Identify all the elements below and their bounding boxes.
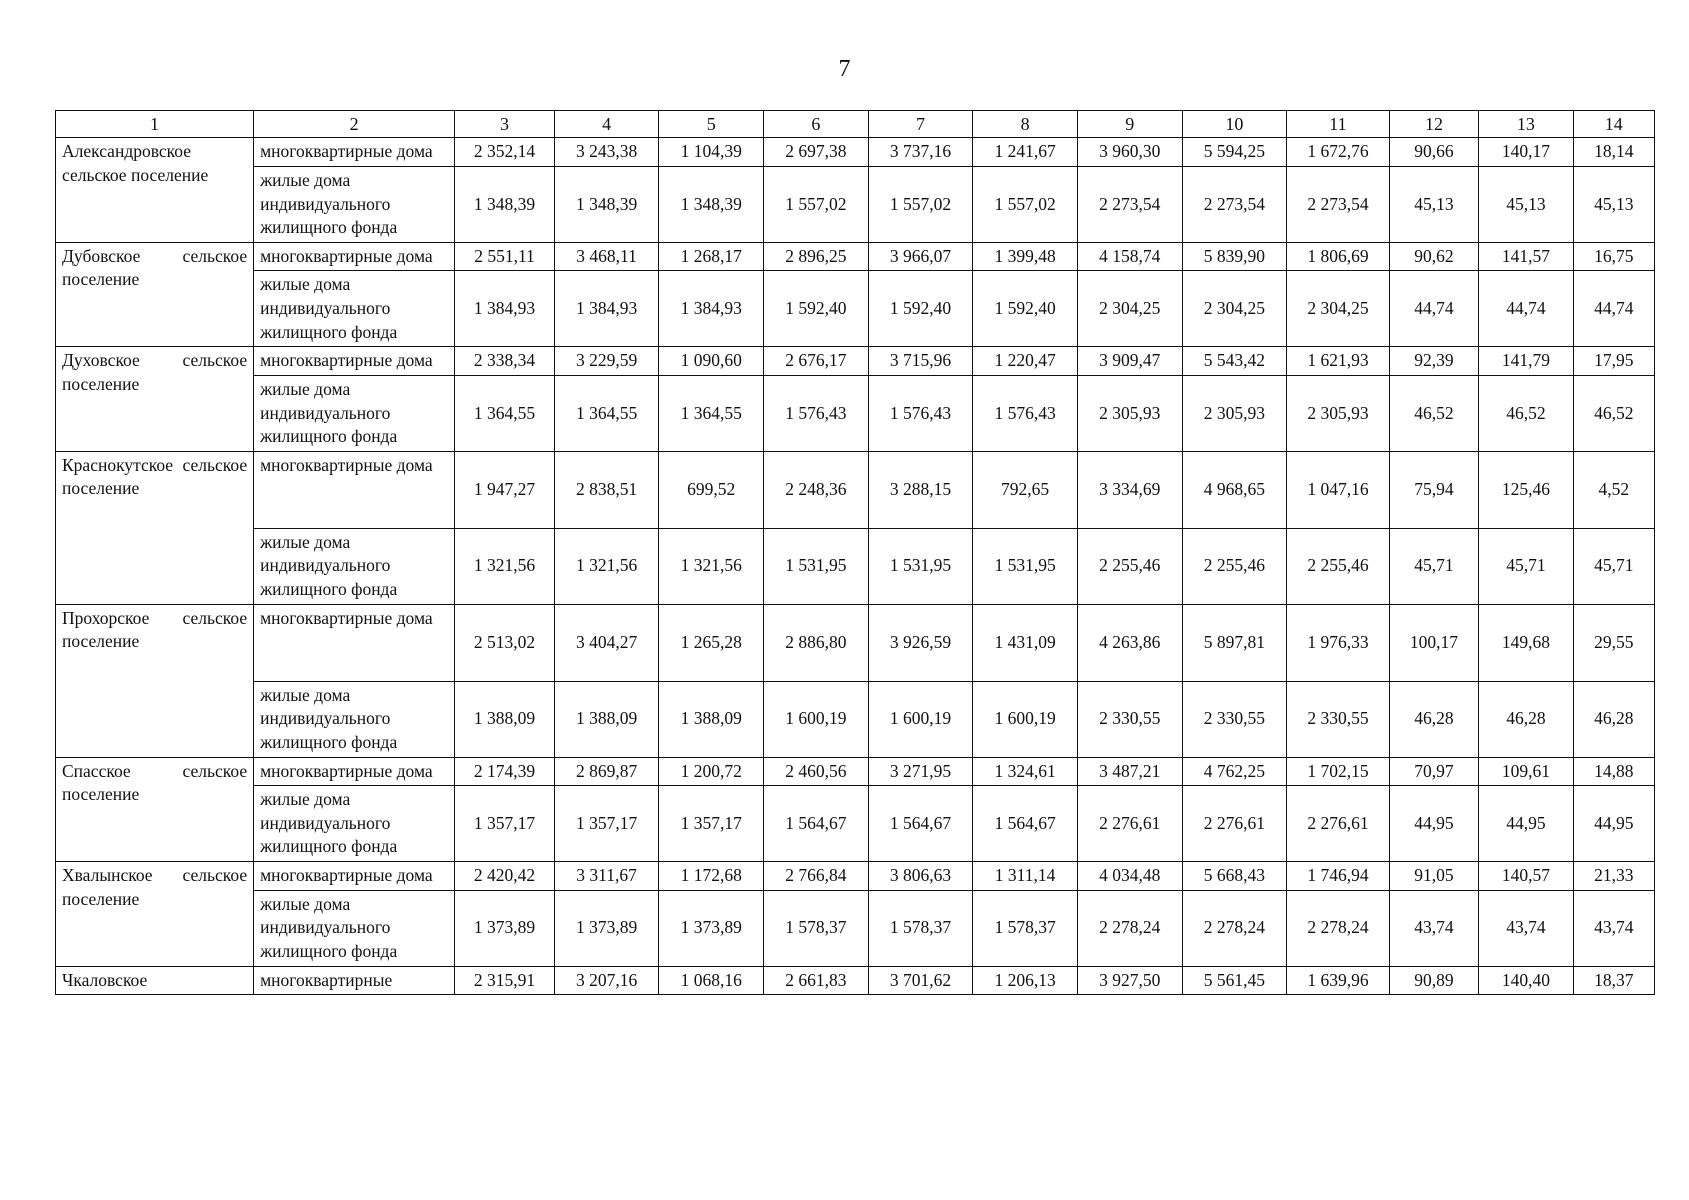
value-cell: 2 460,56	[764, 757, 869, 786]
column-header: 8	[973, 111, 1078, 138]
value-cell: 1 578,37	[973, 890, 1078, 966]
value-cell: 46,52	[1479, 375, 1573, 451]
settlement-name: Спасское сельское поселение	[56, 757, 254, 862]
column-header: 9	[1077, 111, 1182, 138]
value-cell: 1 557,02	[764, 166, 869, 242]
value-cell: 2 174,39	[455, 757, 555, 786]
value-cell: 44,74	[1573, 271, 1654, 347]
value-cell: 1 384,93	[659, 271, 764, 347]
value-cell: 1 399,48	[973, 242, 1078, 271]
value-cell: 1 068,16	[659, 966, 764, 995]
housing-type: многоквартирные дома	[254, 138, 455, 167]
header-row	[56, 111, 1655, 138]
value-cell: 70,97	[1389, 757, 1478, 786]
value-cell: 1 578,37	[868, 890, 973, 966]
value-cell: 2 255,46	[1077, 528, 1182, 604]
table-row	[56, 786, 1655, 862]
value-cell: 3 927,50	[1077, 966, 1182, 995]
value-cell: 3 271,95	[868, 757, 973, 786]
value-cell: 2 248,36	[764, 451, 869, 528]
value-cell: 5 561,45	[1182, 966, 1287, 995]
table-row	[56, 604, 1655, 681]
value-cell: 4 158,74	[1077, 242, 1182, 271]
value-cell: 4 263,86	[1077, 604, 1182, 681]
value-cell: 1 357,17	[455, 786, 555, 862]
value-cell: 2 276,61	[1287, 786, 1390, 862]
value-cell: 90,62	[1389, 242, 1478, 271]
value-cell: 44,95	[1389, 786, 1478, 862]
column-header: 12	[1389, 111, 1478, 138]
table-row	[56, 166, 1655, 242]
column-header: 11	[1287, 111, 1390, 138]
value-cell: 1 090,60	[659, 347, 764, 376]
column-header: 3	[455, 111, 555, 138]
value-cell: 1 348,39	[455, 166, 555, 242]
value-cell: 4,52	[1573, 451, 1654, 528]
value-cell: 1 200,72	[659, 757, 764, 786]
value-cell: 1 104,39	[659, 138, 764, 167]
housing-type: жилые дома индивидуального жилищного фонда	[254, 528, 455, 604]
value-cell: 1 348,39	[659, 166, 764, 242]
value-cell: 2 676,17	[764, 347, 869, 376]
housing-type: жилые дома индивидуального жилищного фонда	[254, 375, 455, 451]
value-cell: 5 839,90	[1182, 242, 1287, 271]
value-cell: 2 273,54	[1287, 166, 1390, 242]
value-cell: 18,37	[1573, 966, 1654, 995]
value-cell: 1 388,09	[554, 681, 659, 757]
housing-type: жилые дома индивидуального жилищного фонда	[254, 890, 455, 966]
value-cell: 2 697,38	[764, 138, 869, 167]
value-cell: 149,68	[1479, 604, 1573, 681]
value-cell: 2 304,25	[1287, 271, 1390, 347]
value-cell: 1 357,17	[554, 786, 659, 862]
value-cell: 1 265,28	[659, 604, 764, 681]
value-cell: 2 273,54	[1077, 166, 1182, 242]
value-cell: 3 960,30	[1077, 138, 1182, 167]
value-cell: 3 404,27	[554, 604, 659, 681]
value-cell: 1 531,95	[868, 528, 973, 604]
value-cell: 2 255,46	[1182, 528, 1287, 604]
value-cell: 45,71	[1389, 528, 1478, 604]
value-cell: 3 701,62	[868, 966, 973, 995]
value-cell: 100,17	[1389, 604, 1478, 681]
value-cell: 3 487,21	[1077, 757, 1182, 786]
value-cell: 3 311,67	[554, 862, 659, 891]
value-cell: 45,13	[1479, 166, 1573, 242]
value-cell: 44,95	[1479, 786, 1573, 862]
table-row	[56, 242, 1655, 271]
value-cell: 3 806,63	[868, 862, 973, 891]
table-row	[56, 528, 1655, 604]
value-cell: 1 600,19	[764, 681, 869, 757]
value-cell: 45,13	[1389, 166, 1478, 242]
value-cell: 2 304,25	[1182, 271, 1287, 347]
value-cell: 2 661,83	[764, 966, 869, 995]
value-cell: 3 909,47	[1077, 347, 1182, 376]
value-cell: 2 330,55	[1287, 681, 1390, 757]
settlement-name: Александровское сельское поселение	[56, 138, 254, 243]
value-cell: 14,88	[1573, 757, 1654, 786]
value-cell: 1 172,68	[659, 862, 764, 891]
value-cell: 21,33	[1573, 862, 1654, 891]
column-header: 4	[554, 111, 659, 138]
value-cell: 1 388,09	[659, 681, 764, 757]
value-cell: 1 384,93	[455, 271, 555, 347]
value-cell: 44,74	[1479, 271, 1573, 347]
value-cell: 1 431,09	[973, 604, 1078, 681]
value-cell: 3 207,16	[554, 966, 659, 995]
value-cell: 2 276,61	[1182, 786, 1287, 862]
value-cell: 1 047,16	[1287, 451, 1390, 528]
settlement-name: Краснокутское сельское поселение	[56, 451, 254, 604]
housing-type: жилые дома индивидуального жилищного фонда	[254, 786, 455, 862]
value-cell: 46,28	[1479, 681, 1573, 757]
value-cell: 1 702,15	[1287, 757, 1390, 786]
settlement-name: Прохорское сельское поселение	[56, 604, 254, 757]
value-cell: 109,61	[1479, 757, 1573, 786]
value-cell: 2 305,93	[1077, 375, 1182, 451]
value-cell: 5 543,42	[1182, 347, 1287, 376]
value-cell: 3 468,11	[554, 242, 659, 271]
value-cell: 3 715,96	[868, 347, 973, 376]
settlement-name: Чкаловское	[56, 966, 254, 995]
value-cell: 1 373,89	[659, 890, 764, 966]
column-header: 10	[1182, 111, 1287, 138]
value-cell: 3 334,69	[1077, 451, 1182, 528]
column-header: 7	[868, 111, 973, 138]
value-cell: 1 592,40	[764, 271, 869, 347]
value-cell: 1 557,02	[868, 166, 973, 242]
value-cell: 141,57	[1479, 242, 1573, 271]
table-row	[56, 375, 1655, 451]
value-cell: 125,46	[1479, 451, 1573, 528]
column-header: 14	[1573, 111, 1654, 138]
value-cell: 1 321,56	[455, 528, 555, 604]
value-cell: 4 968,65	[1182, 451, 1287, 528]
value-cell: 2 766,84	[764, 862, 869, 891]
value-cell: 1 592,40	[973, 271, 1078, 347]
table-row	[56, 347, 1655, 376]
value-cell: 2 315,91	[455, 966, 555, 995]
value-cell: 44,95	[1573, 786, 1654, 862]
column-header: 13	[1479, 111, 1573, 138]
value-cell: 3 288,15	[868, 451, 973, 528]
value-cell: 2 278,24	[1077, 890, 1182, 966]
value-cell: 1 746,94	[1287, 862, 1390, 891]
value-cell: 1 311,14	[973, 862, 1078, 891]
value-cell: 140,57	[1479, 862, 1573, 891]
value-cell: 2 273,54	[1182, 166, 1287, 242]
value-cell: 1 947,27	[455, 451, 555, 528]
value-cell: 2 869,87	[554, 757, 659, 786]
value-cell: 1 373,89	[455, 890, 555, 966]
table-row	[56, 138, 1655, 167]
value-cell: 92,39	[1389, 347, 1478, 376]
value-cell: 1 639,96	[1287, 966, 1390, 995]
value-cell: 17,95	[1573, 347, 1654, 376]
value-cell: 2 551,11	[455, 242, 555, 271]
column-header: 2	[254, 111, 455, 138]
value-cell: 43,74	[1573, 890, 1654, 966]
value-cell: 3 737,16	[868, 138, 973, 167]
value-cell: 2 330,55	[1077, 681, 1182, 757]
value-cell: 2 278,24	[1287, 890, 1390, 966]
value-cell: 1 241,67	[973, 138, 1078, 167]
value-cell: 1 806,69	[1287, 242, 1390, 271]
table-row	[56, 757, 1655, 786]
housing-type: многоквартирные дома	[254, 604, 455, 681]
page-number: 7	[838, 56, 851, 82]
value-cell: 5 897,81	[1182, 604, 1287, 681]
value-cell: 1 268,17	[659, 242, 764, 271]
value-cell: 4 034,48	[1077, 862, 1182, 891]
value-cell: 46,52	[1389, 375, 1478, 451]
table-row	[56, 862, 1655, 891]
value-cell: 1 576,43	[868, 375, 973, 451]
value-cell: 29,55	[1573, 604, 1654, 681]
table-row	[56, 451, 1655, 528]
value-cell: 1 576,43	[973, 375, 1078, 451]
value-cell: 2 338,34	[455, 347, 555, 376]
value-cell: 1 621,93	[1287, 347, 1390, 376]
housing-type: многоквартирные	[254, 966, 455, 995]
value-cell: 45,71	[1479, 528, 1573, 604]
value-cell: 1 384,93	[554, 271, 659, 347]
value-cell: 3 243,38	[554, 138, 659, 167]
settlement-name: Дубовское сельское поселение	[56, 242, 254, 347]
column-header: 1	[56, 111, 254, 138]
value-cell: 1 348,39	[554, 166, 659, 242]
value-cell: 1 531,95	[973, 528, 1078, 604]
value-cell: 2 276,61	[1077, 786, 1182, 862]
value-cell: 1 576,43	[764, 375, 869, 451]
value-cell: 1 531,95	[764, 528, 869, 604]
value-cell: 2 330,55	[1182, 681, 1287, 757]
value-cell: 1 564,67	[973, 786, 1078, 862]
value-cell: 1 364,55	[554, 375, 659, 451]
housing-type: многоквартирные дома	[254, 242, 455, 271]
value-cell: 2 278,24	[1182, 890, 1287, 966]
table-row	[56, 681, 1655, 757]
table-body	[56, 138, 1655, 995]
value-cell: 3 229,59	[554, 347, 659, 376]
value-cell: 2 305,93	[1182, 375, 1287, 451]
column-header: 5	[659, 111, 764, 138]
value-cell: 1 220,47	[973, 347, 1078, 376]
value-cell: 1 364,55	[455, 375, 555, 451]
value-cell: 3 966,07	[868, 242, 973, 271]
value-cell: 44,74	[1389, 271, 1478, 347]
table-row	[56, 271, 1655, 347]
value-cell: 91,05	[1389, 862, 1478, 891]
value-cell: 43,74	[1479, 890, 1573, 966]
housing-type: многоквартирные дома	[254, 451, 455, 528]
housing-type: многоквартирные дома	[254, 862, 455, 891]
value-cell: 1 364,55	[659, 375, 764, 451]
value-cell: 1 373,89	[554, 890, 659, 966]
value-cell: 1 557,02	[973, 166, 1078, 242]
value-cell: 2 838,51	[554, 451, 659, 528]
value-cell: 46,28	[1389, 681, 1478, 757]
housing-type: многоквартирные дома	[254, 757, 455, 786]
value-cell: 1 600,19	[868, 681, 973, 757]
value-cell: 75,94	[1389, 451, 1478, 528]
housing-type: жилые дома индивидуального жилищного фонда	[254, 166, 455, 242]
housing-type: жилые дома индивидуального жилищного фонда	[254, 681, 455, 757]
column-header: 6	[764, 111, 869, 138]
value-cell: 2 886,80	[764, 604, 869, 681]
value-cell: 5 668,43	[1182, 862, 1287, 891]
value-cell: 2 420,42	[455, 862, 555, 891]
housing-type: жилые дома индивидуального жилищного фонда	[254, 271, 455, 347]
value-cell: 699,52	[659, 451, 764, 528]
value-cell: 1 672,76	[1287, 138, 1390, 167]
value-cell: 18,14	[1573, 138, 1654, 167]
value-cell: 1 564,67	[868, 786, 973, 862]
value-cell: 45,13	[1573, 166, 1654, 242]
value-cell: 46,28	[1573, 681, 1654, 757]
value-cell: 140,40	[1479, 966, 1573, 995]
value-cell: 1 357,17	[659, 786, 764, 862]
value-cell: 1 564,67	[764, 786, 869, 862]
value-cell: 2 896,25	[764, 242, 869, 271]
value-cell: 1 976,33	[1287, 604, 1390, 681]
value-cell: 2 255,46	[1287, 528, 1390, 604]
value-cell: 2 513,02	[455, 604, 555, 681]
value-cell: 16,75	[1573, 242, 1654, 271]
value-cell: 2 304,25	[1077, 271, 1182, 347]
value-cell: 45,71	[1573, 528, 1654, 604]
value-cell: 3 926,59	[868, 604, 973, 681]
value-cell: 1 388,09	[455, 681, 555, 757]
table-row	[56, 966, 1655, 995]
value-cell: 1 206,13	[973, 966, 1078, 995]
value-cell: 141,79	[1479, 347, 1573, 376]
value-cell: 1 592,40	[868, 271, 973, 347]
value-cell: 1 600,19	[973, 681, 1078, 757]
value-cell: 90,66	[1389, 138, 1478, 167]
value-cell: 2 305,93	[1287, 375, 1390, 451]
value-cell: 1 321,56	[659, 528, 764, 604]
value-cell: 46,52	[1573, 375, 1654, 451]
value-cell: 43,74	[1389, 890, 1478, 966]
value-cell: 140,17	[1479, 138, 1573, 167]
value-cell: 2 352,14	[455, 138, 555, 167]
table-row	[56, 890, 1655, 966]
value-cell: 1 578,37	[764, 890, 869, 966]
value-cell: 4 762,25	[1182, 757, 1287, 786]
value-cell: 1 321,56	[554, 528, 659, 604]
value-cell: 90,89	[1389, 966, 1478, 995]
value-cell: 5 594,25	[1182, 138, 1287, 167]
tariff-table	[55, 110, 1655, 995]
housing-type: многоквартирные дома	[254, 347, 455, 376]
value-cell: 792,65	[973, 451, 1078, 528]
settlement-name: Хвалынское сельское поселение	[56, 862, 254, 967]
value-cell: 1 324,61	[973, 757, 1078, 786]
settlement-name: Духовское сельское поселение	[56, 347, 254, 452]
table-header	[56, 111, 1655, 138]
